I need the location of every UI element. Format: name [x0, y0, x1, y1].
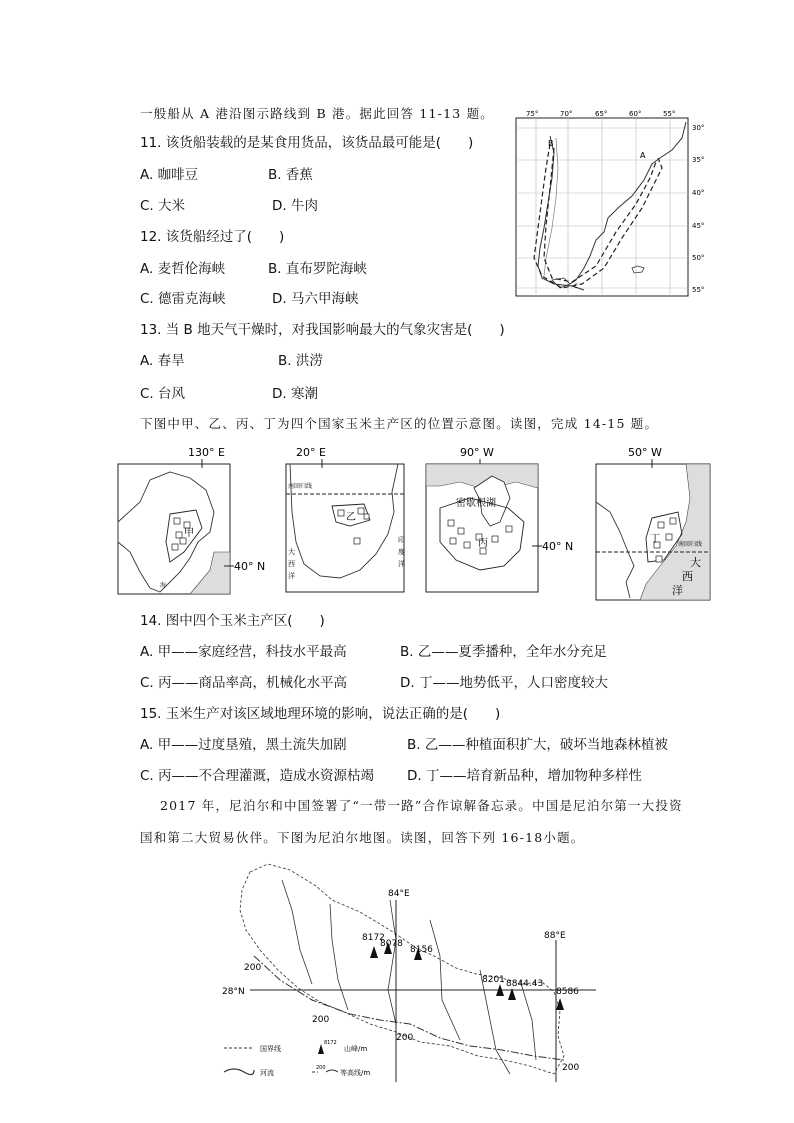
- q13-option-a: A. 春旱: [140, 353, 185, 369]
- map3-lat: 40° N: [542, 540, 574, 553]
- legend-peak: 山峰/m: [344, 1045, 368, 1053]
- q14-stem: 14. 图中四个玉米主产区( ): [140, 613, 325, 629]
- intro-16-18-line1: 2017 年，尼泊尔和中国签署了“一带一路”合作谅解备忘录。中国是尼泊尔第一大投资: [160, 798, 683, 813]
- map1-sea: 海: [160, 582, 167, 589]
- q13-option-d: D. 寒潮: [272, 386, 318, 402]
- lat-label: 50°: [692, 254, 705, 262]
- q13-option-c: C. 台风: [140, 386, 186, 402]
- contour-label: 200: [396, 1033, 414, 1043]
- point-b-label: B: [548, 139, 554, 148]
- map2-lon: 20° E: [296, 446, 326, 459]
- peak-label: 8844.43: [506, 979, 544, 989]
- peak-label: 8078: [380, 939, 403, 949]
- map2-tropic: 南回归线: [288, 483, 313, 490]
- q14-option-b: B. 乙——夏季播种，全年水分充足: [400, 644, 607, 660]
- q15-option-d: D. 丁——培育新品种，增加物种多样性: [407, 768, 642, 784]
- map4-region: 丁: [650, 534, 660, 545]
- map2-label: 西: [288, 560, 295, 568]
- q13-stem: 13. 当 B 地天气干燥时，对我国影响最大的气象灾害是( ): [140, 322, 505, 338]
- lon-label: 65°: [595, 110, 608, 118]
- q12-option-c: C. 德雷克海峡: [140, 291, 226, 307]
- q11-option-c: C. 大米: [140, 198, 186, 214]
- south-america-route-map: [512, 108, 712, 300]
- map1-region: 甲: [184, 528, 194, 539]
- q15-option-a: A. 甲——过度垦殖，黑土流失加剧: [140, 737, 347, 753]
- intro-16-18-line2: 国和第二大贸易伙伴。下图为尼泊尔地图。读图，回答下列 16-18小题。: [140, 830, 585, 845]
- q12-option-d: D. 马六甲海峡: [272, 291, 359, 307]
- q13-option-b: B. 洪涝: [278, 353, 323, 369]
- q12-stem: 12. 该货船经过了( ): [140, 229, 285, 245]
- contour-label: 200: [562, 1063, 580, 1073]
- map3-lon: 90° W: [460, 446, 494, 459]
- map4-tropic: 南回归线: [678, 541, 703, 548]
- nepal-lat-28: 28°N: [222, 987, 245, 997]
- lon-label: 60°: [629, 110, 642, 118]
- map2-label: 洋: [288, 572, 295, 580]
- peak-label: 8586: [556, 987, 579, 997]
- q15-stem: 15. 玉米生产对该区域地理环境的影响，说法正确的是( ): [140, 706, 501, 722]
- lon-label: 55°: [663, 110, 676, 118]
- contour-label: 200: [244, 963, 262, 973]
- map-yi-south-africa: [280, 442, 420, 602]
- point-c-label: C: [574, 283, 579, 290]
- map2-label: 印: [398, 536, 405, 544]
- map2-region: 乙: [346, 512, 356, 523]
- q14-option-c: C. 丙——商品率高，机械化水平高: [140, 675, 348, 691]
- q15-option-c: C. 丙——不合理灌溉，造成水资源枯竭: [140, 768, 375, 784]
- q12-option-b: B. 直布罗陀海峡: [268, 261, 367, 277]
- point-a-label: A: [640, 151, 646, 160]
- q11-option-d: D. 牛肉: [272, 198, 318, 214]
- legend-contour: 等高线/m: [340, 1069, 371, 1077]
- map2-label: 洋: [398, 560, 405, 568]
- lat-label: 35°: [692, 156, 705, 164]
- legend-river: 河流: [260, 1069, 274, 1077]
- lat-label: 40°: [692, 189, 705, 197]
- map4-ocean: 西: [682, 570, 693, 583]
- q14-option-a: A. 甲——家庭经营，科技水平最高: [140, 644, 347, 660]
- lon-label: 75°: [526, 110, 539, 118]
- map2-label: 度: [398, 548, 405, 556]
- q11-option-a: A. 咖啡豆: [140, 167, 199, 183]
- map-ding-south-america: [590, 442, 720, 602]
- map1-lat: 40° N: [234, 560, 266, 573]
- peak-label: 8172: [362, 933, 385, 943]
- map2-label: 大: [288, 548, 295, 556]
- map-bing-usa: [420, 442, 590, 602]
- lat-label: 45°: [692, 222, 705, 230]
- legend-peak-num: 8172: [324, 1040, 337, 1046]
- map1-lon: 130° E: [188, 446, 225, 459]
- map3-region: 丙: [478, 538, 488, 549]
- intro-14-15: 下图中甲、乙、丙、丁为四个国家玉米主产区的位置示意图。读图，完成 14-15 题。: [140, 416, 659, 431]
- contour-label: 200: [312, 1015, 330, 1025]
- nepal-lon-84: 84°E: [388, 889, 410, 899]
- lat-label: 55°: [692, 286, 705, 294]
- q14-option-d: D. 丁——地势低平，人口密度较大: [400, 675, 608, 691]
- peak-label: 8201: [482, 975, 505, 985]
- q15-option-b: B. 乙——种植面积扩大，破坏当地森林植被: [407, 737, 668, 753]
- map4-lon: 50° W: [628, 446, 662, 459]
- q11-option-b: B. 香蕉: [268, 167, 313, 183]
- nepal-map: [220, 860, 610, 1090]
- nepal-lon-88: 88°E: [544, 931, 566, 941]
- q12-option-a: A. 麦哲伦海峡: [140, 261, 226, 277]
- legend-border: 国界线: [260, 1045, 281, 1053]
- lat-label: 30°: [692, 124, 705, 132]
- map3-lake: 密歇根湖: [456, 498, 496, 509]
- legend-contour-num: 200: [316, 1065, 326, 1071]
- peak-label: 8156: [410, 945, 433, 955]
- q11-stem: 11. 该货船装载的是某食用货品，该货品最可能是( ): [140, 135, 474, 151]
- map4-ocean: 大: [690, 556, 701, 569]
- intro-11-13: 一般船从 A 港沿图示路线到 B 港。据此回答 11-13 题。: [140, 106, 494, 121]
- lon-label: 70°: [560, 110, 573, 118]
- map4-ocean: 洋: [672, 584, 683, 597]
- map-jia-northeast-china: [110, 442, 270, 602]
